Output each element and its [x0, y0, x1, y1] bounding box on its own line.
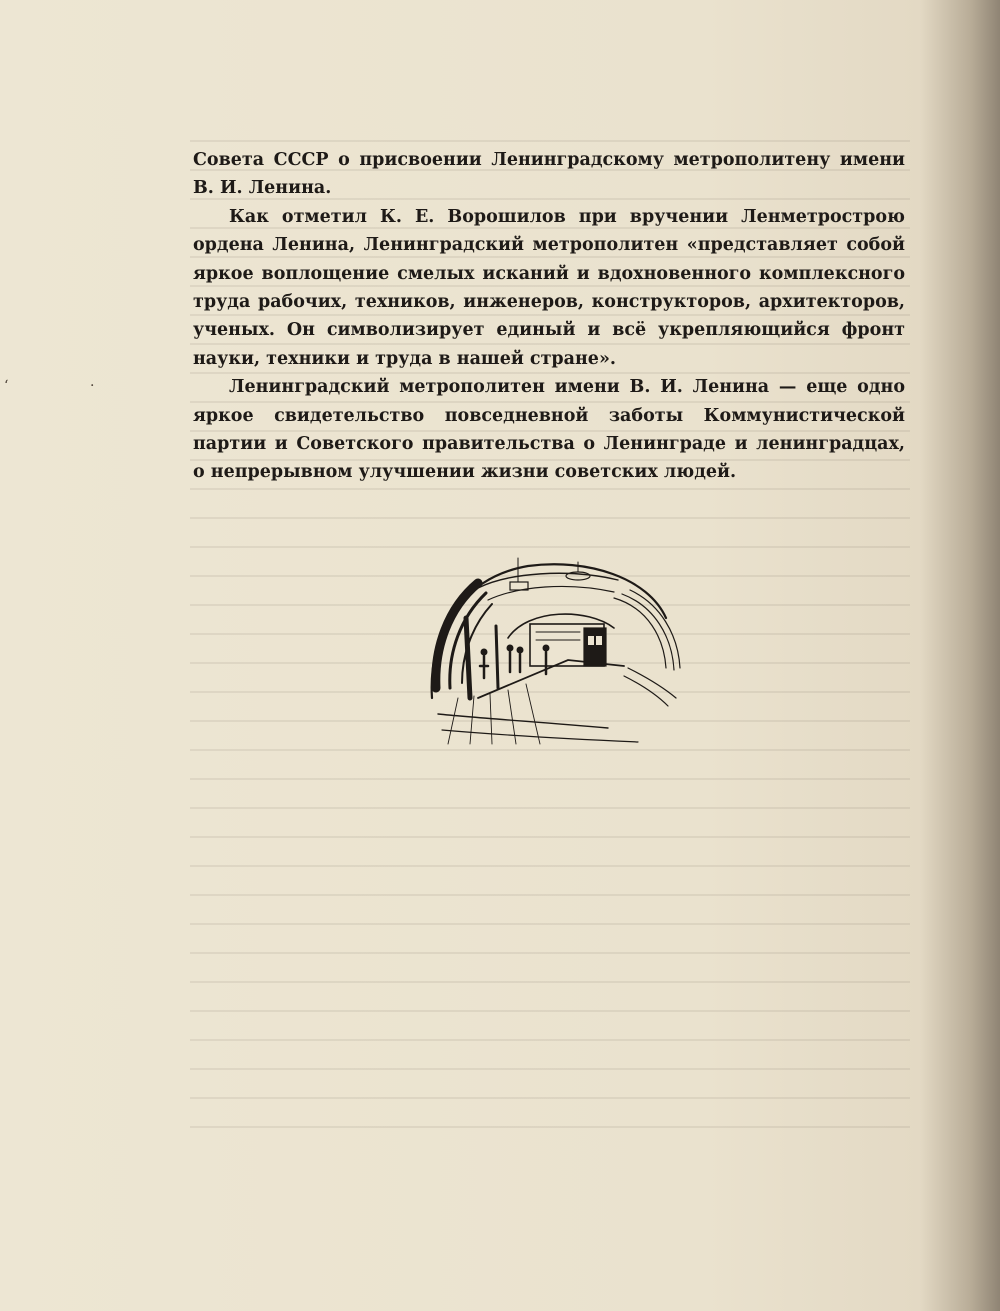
paper-speck: ‘ [4, 378, 9, 394]
metro-station-engraving-icon [418, 548, 682, 748]
paragraph-3: Ленинградский метрополитен имени В. И. Ленина — еще одно яркое свидетельство повседневной заботы Коммунистической партии и Советского правительства о Ленинграде и ленинградцах, о непрерывном улучшении жизни советских людей. [193, 377, 905, 483]
paragraph-2: Как отметил К. Е. Ворошилов при вручении Ленметрострою ордена Ленина, Ленинградский метрополитен «представляет собой яркое воплощение смелых исканий и вдохновенного комплексного труда рабочих, техников, инженеров, конструкторов, архитекторов, ученых. Он символизирует единый и всё укрепляющийся фронт науки, техники и труда в нашей стране». [193, 206, 905, 369]
paragraph-1: Совета СССР о присвоении Ленинградскому метрополитену имени В. И. Ленина. [193, 150, 905, 199]
paper-speck: · [90, 378, 95, 394]
body-text [193, 146, 905, 487]
